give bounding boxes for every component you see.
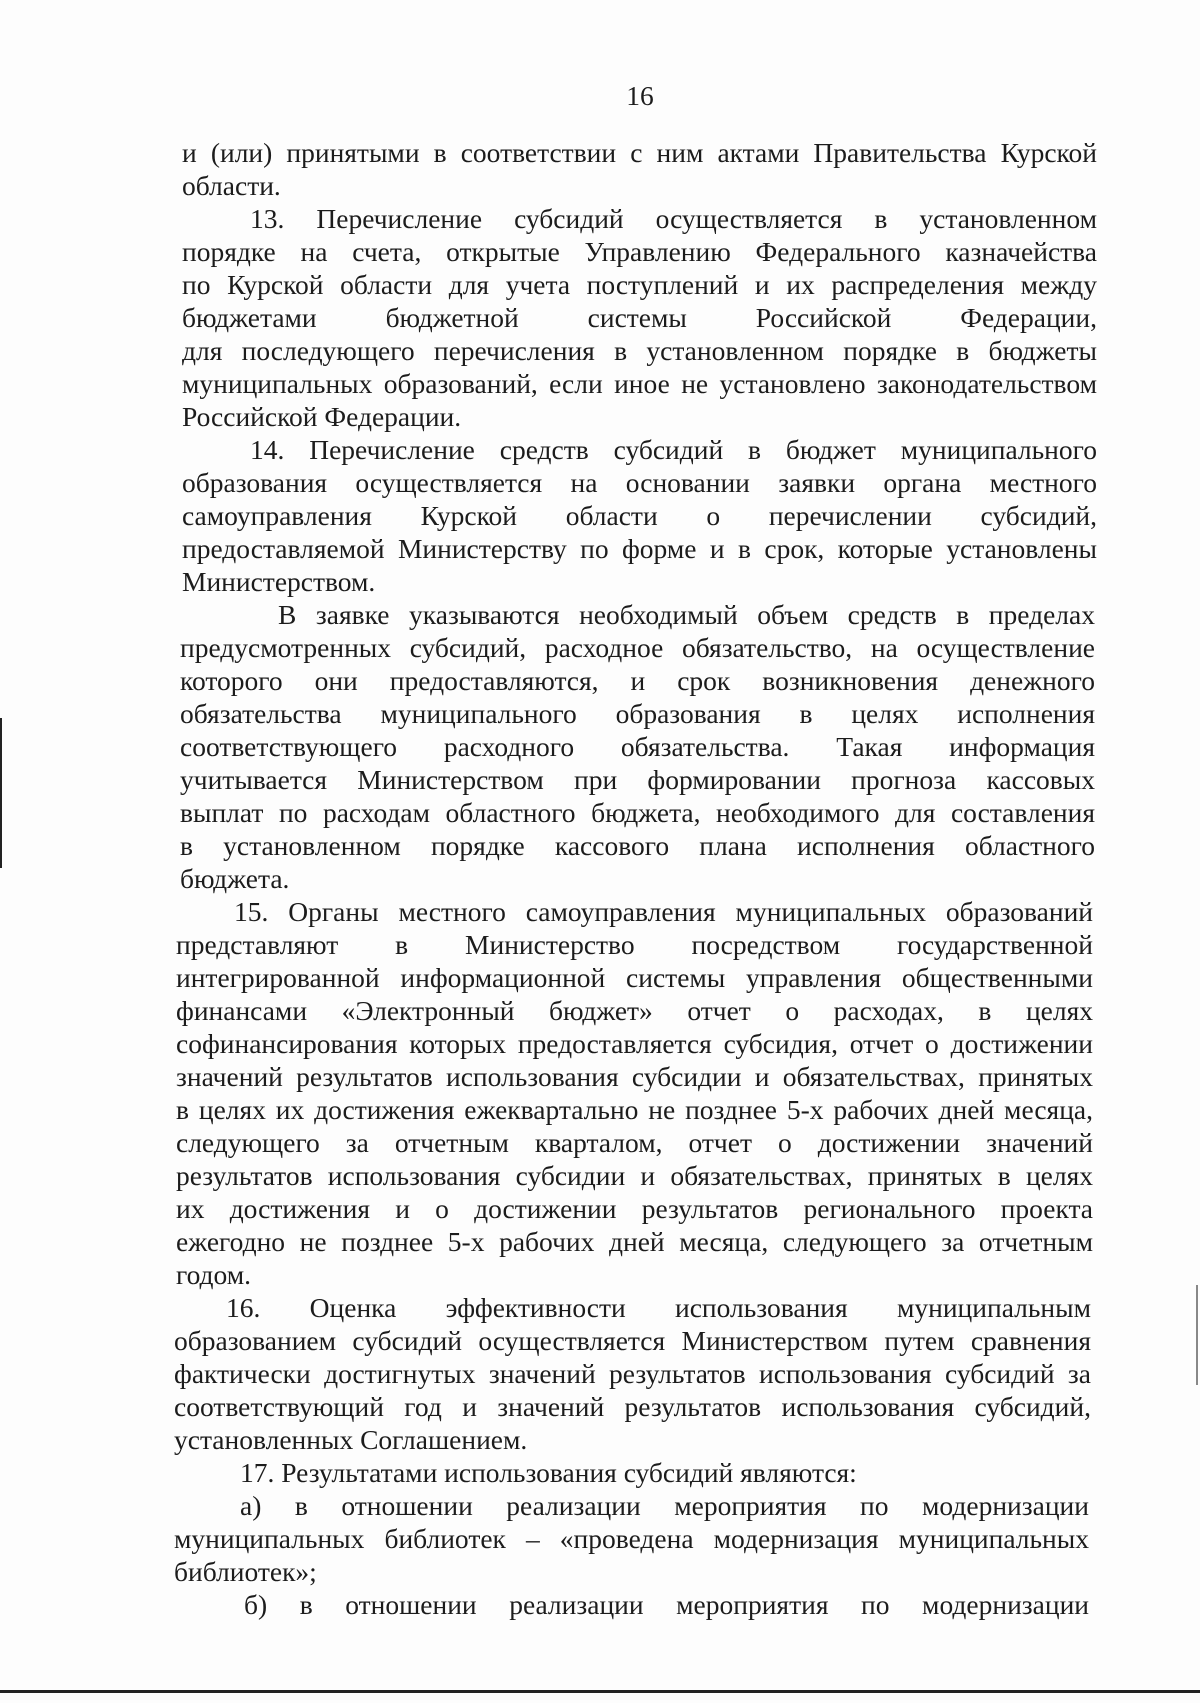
text-line: и (или) принятыми в соответствии с ним актами Правительства Курской: [182, 137, 1097, 168]
text-line: результатов использования субсидии и обязательствах, принятых в целях: [176, 1160, 1093, 1191]
text-line: ежегодно не позднее 5-х рабочих дней месяца, следующего за отчетным: [176, 1226, 1093, 1257]
right-edge-mark: [1196, 1285, 1198, 1385]
text-line: установленных Соглашением.: [174, 1424, 528, 1455]
text-line: предоставляемой Министерству по форме и в срок, которые установлены: [182, 533, 1097, 564]
text-line: годом.: [176, 1259, 252, 1290]
text-line: учитывается Министерством при формировании прогноза кассовых: [180, 764, 1095, 795]
text-line: а) в отношении реализации мероприятия по модернизации: [240, 1490, 1089, 1521]
text-line: представляют в Министерство посредством государственной: [176, 929, 1093, 960]
text-line: в установленном порядке кассового плана исполнения областного: [180, 830, 1095, 861]
text-line: для последующего перечисления в установленном порядке в бюджеты: [182, 335, 1097, 366]
text-line: по Курской области для учета поступлений и их распределения между: [182, 269, 1097, 300]
text-line: их достижения и о достижении результатов регионального проекта: [176, 1193, 1093, 1224]
text-line: в целях их достижения ежеквартально не позднее 5-х рабочих дней месяца,: [176, 1094, 1093, 1125]
bottom-edge-line: [0, 1690, 1200, 1693]
text-line: самоуправления Курской области о перечислении субсидий,: [182, 500, 1097, 531]
text-line: Российской Федерации.: [182, 401, 462, 432]
text-line: софинансирования которых предоставляется субсидия, отчет о достижении: [176, 1028, 1093, 1059]
text-line: Министерством.: [182, 566, 376, 597]
text-line: 15. Органы местного самоуправления муниципальных образований: [234, 896, 1093, 927]
text-line: 14. Перечисление средств субсидий в бюджет муниципального: [250, 434, 1097, 465]
text-line: области.: [182, 170, 281, 201]
text-line: обязательства муниципального образования в целях исполнения: [180, 698, 1095, 729]
text-line: бюджета.: [180, 863, 290, 894]
text-line: соответствующий год и значений результатов использования субсидий,: [174, 1391, 1091, 1422]
page-number: 16: [626, 80, 654, 111]
text-line: следующего за отчетным кварталом, отчет о достижении значений: [176, 1127, 1093, 1158]
text-line: образованием субсидий осуществляется Министерством путем сравнения: [174, 1325, 1091, 1356]
text-line: соответствующего расходного обязательства. Такая информация: [180, 731, 1095, 762]
text-line: которого они предоставляются, и срок возникновения денежного: [180, 665, 1095, 696]
text-line: предусмотренных субсидий, расходное обязательство, на осуществление: [180, 632, 1095, 663]
text-line: фактически достигнутых значений результатов использования субсидий за: [174, 1358, 1091, 1389]
text-line: порядке на счета, открытые Управлению Федерального казначейства: [182, 236, 1097, 267]
text-line: 13. Перечисление субсидий осуществляется в установленном: [250, 203, 1097, 234]
text-line: финансами «Электронный бюджет» отчет о расходах, в целях: [176, 995, 1093, 1026]
text-line: бюджетами бюджетной системы Российской Федерации,: [182, 302, 1097, 333]
text-line: муниципальных образований, если иное не установлено законодательством: [182, 368, 1097, 399]
text-line: 17. Результатами использования субсидий являются:: [240, 1457, 857, 1488]
text-line: образования осуществляется на основании заявки органа местного: [182, 467, 1097, 498]
left-edge-mark: [0, 718, 2, 868]
text-line: интегрированной информационной системы управления общественными: [176, 962, 1093, 993]
text-line: 16. Оценка эффективности использования муниципальным: [226, 1292, 1091, 1323]
text-line: муниципальных библиотек – «проведена модернизация муниципальных: [174, 1523, 1089, 1554]
text-line: библиотек»;: [174, 1556, 317, 1587]
text-line: выплат по расходам областного бюджета, необходимого для составления: [180, 797, 1095, 828]
text-line: б) в отношении реализации мероприятия по модернизации: [244, 1589, 1089, 1620]
text-line: значений результатов использования субсидии и обязательствах, принятых: [176, 1061, 1093, 1092]
text-line: В заявке указываются необходимый объем средств в пределах: [278, 599, 1095, 630]
